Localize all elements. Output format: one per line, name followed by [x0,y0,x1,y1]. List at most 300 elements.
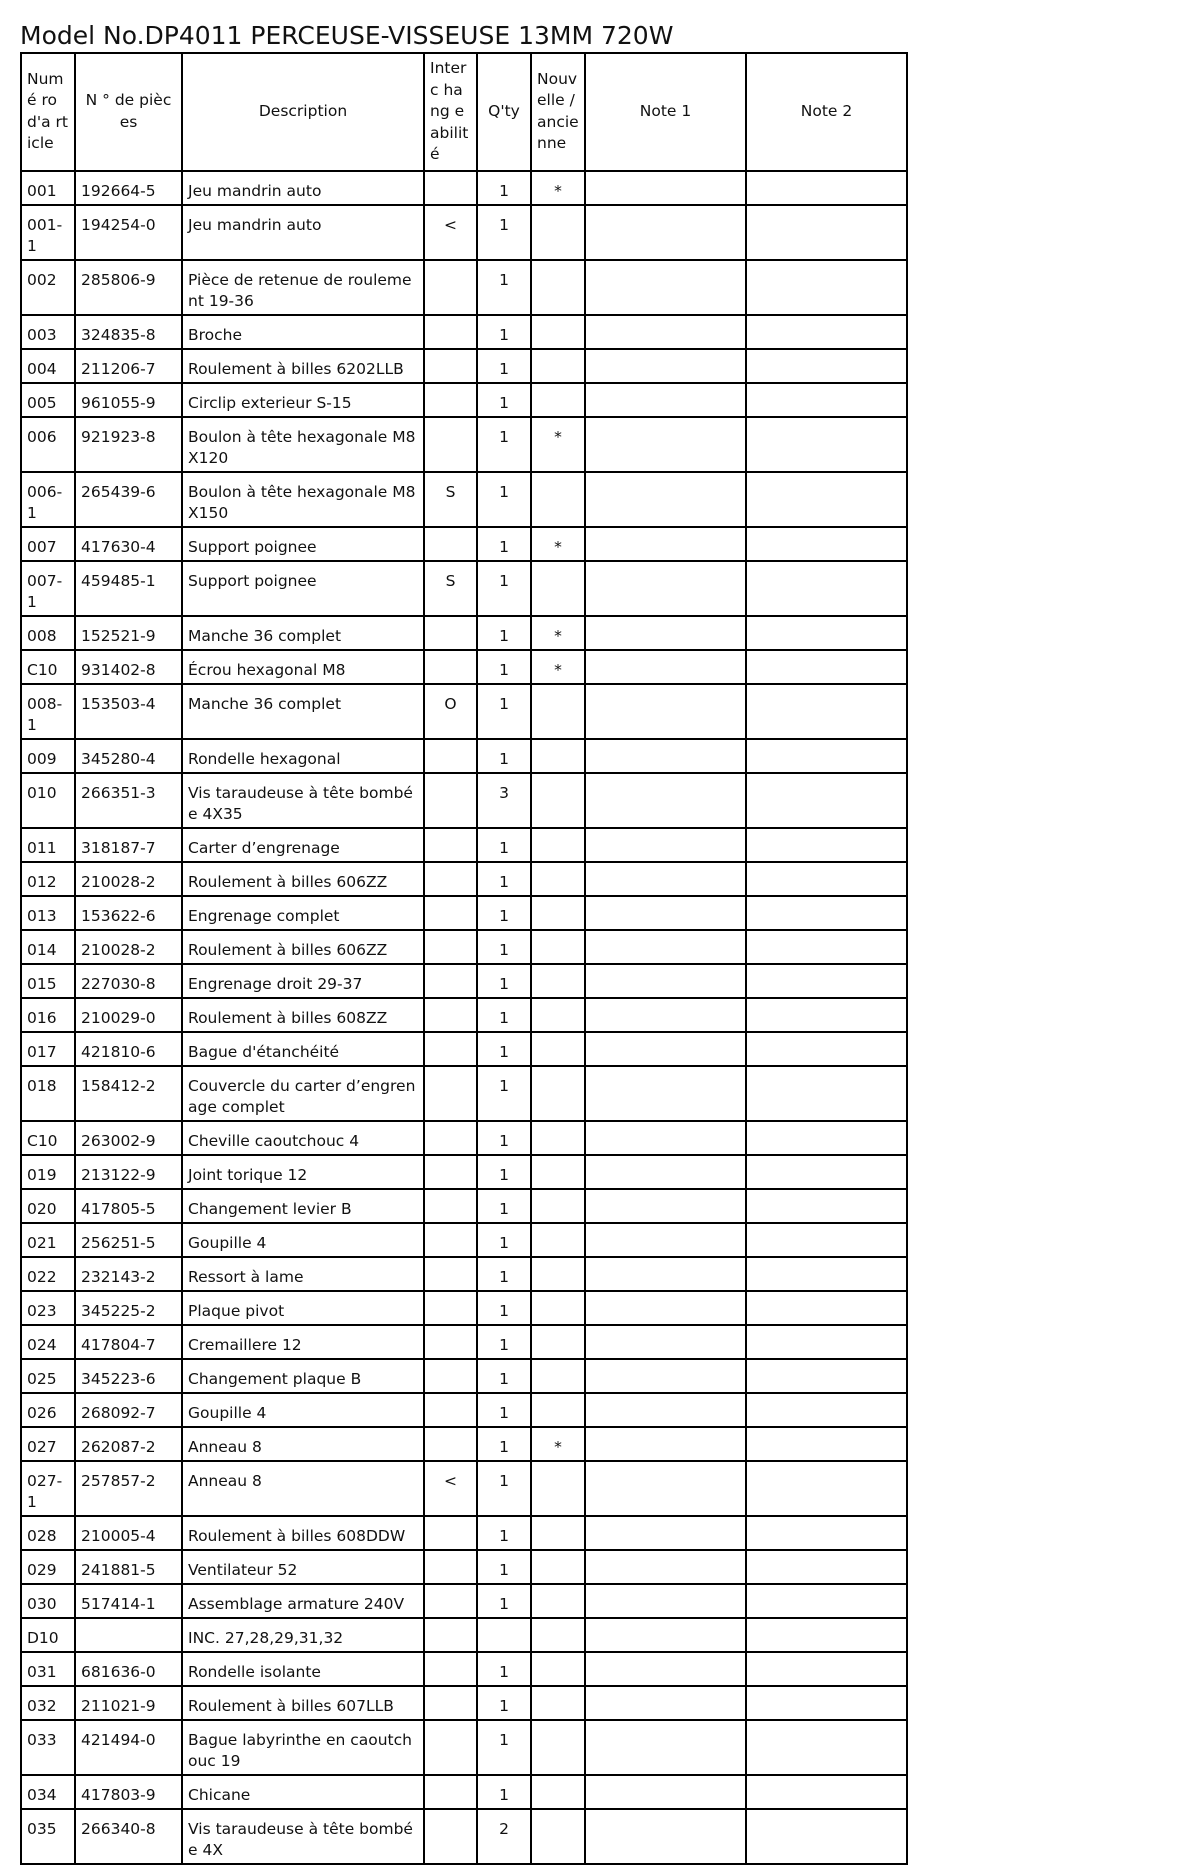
table-row [21,1325,907,1359]
part-no-cell: 266340-8 [75,1809,182,1864]
part-no-cell: 421494-0 [75,1720,182,1775]
part-no-cell: 345225-2 [75,1291,182,1325]
part-no-cell: 263002-9 [75,1121,182,1155]
description-cell: Pièce de retenue de roulement 19-36 [182,260,424,315]
note1-cell [585,828,746,862]
table-header-row [21,53,907,171]
qty-cell: 1 [477,650,531,684]
interchangeability-cell [424,1775,477,1809]
table-row [21,862,907,896]
qty-cell: 1 [477,1461,531,1516]
table-row [21,1257,907,1291]
item-no-cell: C10 [21,650,75,684]
note1-cell [585,1686,746,1720]
new-old-cell [531,383,585,417]
item-no-cell: 021 [21,1223,75,1257]
description-cell: Manche 36 complet [182,684,424,739]
description-cell: Engrenage complet [182,896,424,930]
item-no-cell: 034 [21,1775,75,1809]
note2-cell [746,964,907,998]
part-no-cell: 318187-7 [75,828,182,862]
note2-cell [746,1809,907,1864]
item-no-cell: 013 [21,896,75,930]
table-row [21,171,907,205]
note2-cell [746,1775,907,1809]
description-cell: Broche [182,315,424,349]
new-old-cell [531,315,585,349]
new-old-cell [531,260,585,315]
description-cell: INC. 27,28,29,31,32 [182,1618,424,1652]
note2-cell [746,1652,907,1686]
interchangeability-cell [424,1223,477,1257]
note2-cell [746,1720,907,1775]
note2-cell [746,1223,907,1257]
table-row [21,472,907,527]
new-old-cell [531,561,585,616]
note1-cell [585,650,746,684]
new-old-cell [531,896,585,930]
interchangeability-cell: S [424,561,477,616]
table-row [21,1032,907,1066]
note2-cell [746,417,907,472]
table-row [21,1359,907,1393]
interchangeability-cell [424,650,477,684]
col-header-note2: Note 2 [746,53,907,171]
qty-cell: 1 [477,1223,531,1257]
qty-cell: 1 [477,684,531,739]
new-old-cell: * [531,527,585,561]
interchangeability-cell [424,315,477,349]
item-no-cell: 008 [21,616,75,650]
description-cell: Changement plaque B [182,1359,424,1393]
new-old-cell [531,739,585,773]
note1-cell [585,1720,746,1775]
note1-cell [585,1032,746,1066]
table-row [21,315,907,349]
interchangeability-cell [424,964,477,998]
qty-cell: 1 [477,1686,531,1720]
note2-cell [746,1257,907,1291]
interchangeability-cell [424,1155,477,1189]
part-no-cell: 421810-6 [75,1032,182,1066]
description-cell: Écrou hexagonal M8 [182,650,424,684]
table-row [21,684,907,739]
new-old-cell [531,1066,585,1121]
note1-cell [585,349,746,383]
qty-cell: 1 [477,964,531,998]
item-no-cell: 027-1 [21,1461,75,1516]
item-no-cell: 029 [21,1550,75,1584]
note1-cell [585,315,746,349]
note1-cell [585,1325,746,1359]
qty-cell: 1 [477,1291,531,1325]
note2-cell [746,1461,907,1516]
part-no-cell: 210028-2 [75,930,182,964]
part-no-cell: 517414-1 [75,1584,182,1618]
note1-cell [585,896,746,930]
qty-cell: 1 [477,527,531,561]
part-no-cell: 211206-7 [75,349,182,383]
note1-cell [585,684,746,739]
item-no-cell: 010 [21,773,75,828]
item-no-cell: 020 [21,1189,75,1223]
interchangeability-cell: < [424,205,477,260]
table-row [21,773,907,828]
item-no-cell: 005 [21,383,75,417]
item-no-cell: 012 [21,862,75,896]
description-cell: Roulement à billes 607LLB [182,1686,424,1720]
note2-cell [746,527,907,561]
note1-cell [585,171,746,205]
interchangeability-cell [424,1686,477,1720]
note2-cell [746,260,907,315]
interchangeability-cell: O [424,684,477,739]
new-old-cell: * [531,616,585,650]
description-cell: Bague labyrinthe en caoutchouc 19 [182,1720,424,1775]
new-old-cell [531,1291,585,1325]
table-row [21,1291,907,1325]
interchangeability-cell [424,349,477,383]
item-no-cell: 007 [21,527,75,561]
new-old-cell: * [531,650,585,684]
interchangeability-cell [424,383,477,417]
new-old-cell [531,1155,585,1189]
table-row [21,1686,907,1720]
description-cell: Chicane [182,1775,424,1809]
table-row [21,1461,907,1516]
note1-cell [585,773,746,828]
item-no-cell: 032 [21,1686,75,1720]
description-cell: Rondelle hexagonal [182,739,424,773]
note2-cell [746,1066,907,1121]
note2-cell [746,1325,907,1359]
part-no-cell: 961055-9 [75,383,182,417]
interchangeability-cell [424,1618,477,1652]
interchangeability-cell [424,1516,477,1550]
new-old-cell [531,1461,585,1516]
col-header-description: Description [182,53,424,171]
item-no-cell: 006 [21,417,75,472]
part-no-cell: 210005-4 [75,1516,182,1550]
description-cell: Boulon à tête hexagonale M8X120 [182,417,424,472]
part-no-cell: 266351-3 [75,773,182,828]
col-header-note1: Note 1 [585,53,746,171]
new-old-cell [531,1121,585,1155]
qty-cell: 1 [477,1359,531,1393]
new-old-cell [531,862,585,896]
qty-cell: 1 [477,1121,531,1155]
note2-cell [746,171,907,205]
part-no-cell: 681636-0 [75,1652,182,1686]
qty-cell: 1 [477,616,531,650]
item-no-cell: 014 [21,930,75,964]
part-no-cell: 417630-4 [75,527,182,561]
note1-cell [585,527,746,561]
note1-cell [585,1775,746,1809]
interchangeability-cell [424,1393,477,1427]
part-no-cell: 153503-4 [75,684,182,739]
col-header-interchangeability: Interc hang eabilit é [424,53,477,171]
interchangeability-cell [424,930,477,964]
note2-cell [746,773,907,828]
interchangeability-cell [424,1066,477,1121]
qty-cell: 1 [477,1066,531,1121]
note2-cell [746,205,907,260]
description-cell: Couvercle du carter d’engrenage complet [182,1066,424,1121]
qty-cell: 1 [477,930,531,964]
table-row [21,1550,907,1584]
qty-cell: 1 [477,561,531,616]
description-cell: Roulement à billes 606ZZ [182,862,424,896]
note2-cell [746,1618,907,1652]
new-old-cell [531,1652,585,1686]
qty-cell: 1 [477,1325,531,1359]
table-row [21,896,907,930]
interchangeability-cell [424,171,477,205]
part-no-cell: 265439-6 [75,472,182,527]
part-no-cell: 210028-2 [75,862,182,896]
interchangeability-cell [424,1584,477,1618]
table-row [21,1809,907,1864]
page-title: Model No.DP4011 PERCEUSE-VISSEUSE 13MM 720W [20,21,674,50]
new-old-cell [531,1393,585,1427]
note2-cell [746,1516,907,1550]
qty-cell: 1 [477,1720,531,1775]
qty-cell: 1 [477,417,531,472]
qty-cell: 1 [477,1427,531,1461]
item-no-cell: 008-1 [21,684,75,739]
table-row [21,561,907,616]
description-cell: Assemblage armature 240V [182,1584,424,1618]
description-cell: Support poignee [182,561,424,616]
description-cell: Ventilateur 52 [182,1550,424,1584]
interchangeability-cell [424,1121,477,1155]
note2-cell [746,383,907,417]
note1-cell [585,1618,746,1652]
item-no-cell: 031 [21,1652,75,1686]
item-no-cell: 015 [21,964,75,998]
description-cell: Engrenage droit 29-37 [182,964,424,998]
description-cell: Jeu mandrin auto [182,205,424,260]
item-no-cell: 007-1 [21,561,75,616]
note2-cell [746,1427,907,1461]
note2-cell [746,650,907,684]
new-old-cell [531,1550,585,1584]
new-old-cell [531,1223,585,1257]
table-row [21,205,907,260]
note1-cell [585,383,746,417]
new-old-cell [531,930,585,964]
interchangeability-cell [424,1652,477,1686]
item-no-cell: 022 [21,1257,75,1291]
part-no-cell: 921923-8 [75,417,182,472]
table-row [21,1121,907,1155]
note2-cell [746,896,907,930]
note2-cell [746,1393,907,1427]
note2-cell [746,561,907,616]
new-old-cell [531,1618,585,1652]
table-row [21,650,907,684]
description-cell: Circlip exterieur S-15 [182,383,424,417]
part-no-cell: 213122-9 [75,1155,182,1189]
part-no-cell: 256251-5 [75,1223,182,1257]
interchangeability-cell [424,1257,477,1291]
qty-cell: 1 [477,1775,531,1809]
description-cell: Jeu mandrin auto [182,171,424,205]
parts-table [20,52,908,1865]
note2-cell [746,1121,907,1155]
description-cell: Plaque pivot [182,1291,424,1325]
note1-cell [585,1427,746,1461]
table-row [21,1618,907,1652]
part-no-cell: 152521-9 [75,616,182,650]
table-row [21,260,907,315]
qty-cell: 1 [477,1550,531,1584]
table-row [21,964,907,998]
note2-cell [746,930,907,964]
note2-cell [746,862,907,896]
note1-cell [585,260,746,315]
part-no-cell: 417804-7 [75,1325,182,1359]
qty-cell: 1 [477,828,531,862]
new-old-cell [531,1809,585,1864]
new-old-cell [531,828,585,862]
note1-cell [585,1257,746,1291]
qty-cell: 1 [477,472,531,527]
part-no-cell: 211021-9 [75,1686,182,1720]
note2-cell [746,472,907,527]
description-cell: Bague d'étanchéité [182,1032,424,1066]
interchangeability-cell: S [424,472,477,527]
qty-cell: 1 [477,998,531,1032]
new-old-cell [531,205,585,260]
part-no-cell: 192664-5 [75,171,182,205]
note2-cell [746,1584,907,1618]
table-row [21,417,907,472]
table-row [21,1155,907,1189]
qty-cell: 1 [477,862,531,896]
interchangeability-cell [424,896,477,930]
interchangeability-cell [424,1359,477,1393]
interchangeability-cell [424,1291,477,1325]
item-no-cell: 001-1 [21,205,75,260]
table-row [21,383,907,417]
part-no-cell: 417803-9 [75,1775,182,1809]
table-row [21,739,907,773]
note2-cell [746,349,907,383]
part-no-cell: 158412-2 [75,1066,182,1121]
new-old-cell [531,1257,585,1291]
description-cell: Goupille 4 [182,1393,424,1427]
new-old-cell [531,964,585,998]
item-no-cell: 033 [21,1720,75,1775]
new-old-cell [531,998,585,1032]
qty-cell: 1 [477,1257,531,1291]
item-no-cell: 011 [21,828,75,862]
table-row [21,1775,907,1809]
note1-cell [585,1461,746,1516]
table-row [21,998,907,1032]
item-no-cell: D10 [21,1618,75,1652]
item-no-cell: 023 [21,1291,75,1325]
part-no-cell: 210029-0 [75,998,182,1032]
interchangeability-cell [424,828,477,862]
new-old-cell [531,1516,585,1550]
note1-cell [585,930,746,964]
note2-cell [746,1291,907,1325]
note2-cell [746,1032,907,1066]
qty-cell: 1 [477,260,531,315]
part-no-cell: 285806-9 [75,260,182,315]
new-old-cell: * [531,171,585,205]
note2-cell [746,1155,907,1189]
item-no-cell: 019 [21,1155,75,1189]
table-row [21,1584,907,1618]
part-no-cell: 931402-8 [75,650,182,684]
note2-cell [746,739,907,773]
table-row [21,1393,907,1427]
note1-cell [585,1291,746,1325]
note1-cell [585,472,746,527]
item-no-cell: 006-1 [21,472,75,527]
description-cell: Goupille 4 [182,1223,424,1257]
item-no-cell: 001 [21,171,75,205]
note1-cell [585,1066,746,1121]
part-no-cell: 194254-0 [75,205,182,260]
table-row [21,930,907,964]
part-no-cell [75,1618,182,1652]
note1-cell [585,998,746,1032]
new-old-cell [531,1584,585,1618]
table-row [21,1652,907,1686]
part-no-cell: 257857-2 [75,1461,182,1516]
note2-cell [746,1189,907,1223]
interchangeability-cell [424,260,477,315]
interchangeability-cell [424,1325,477,1359]
item-no-cell: 003 [21,315,75,349]
table-row [21,527,907,561]
qty-cell: 2 [477,1809,531,1864]
item-no-cell: 027 [21,1427,75,1461]
item-no-cell: 028 [21,1516,75,1550]
note1-cell [585,1223,746,1257]
note2-cell [746,616,907,650]
note1-cell [585,1155,746,1189]
interchangeability-cell [424,616,477,650]
description-cell: Vis taraudeuse à tête bombée 4X [182,1809,424,1864]
note2-cell [746,998,907,1032]
item-no-cell: 004 [21,349,75,383]
note1-cell [585,1584,746,1618]
col-header-part-no: N ° de pièces [75,53,182,171]
item-no-cell: 024 [21,1325,75,1359]
qty-cell: 1 [477,739,531,773]
item-no-cell: 026 [21,1393,75,1427]
description-cell: Support poignee [182,527,424,561]
new-old-cell [531,1189,585,1223]
table-row [21,1516,907,1550]
qty-cell: 3 [477,773,531,828]
note1-cell [585,616,746,650]
interchangeability-cell [424,773,477,828]
col-header-new-old: Nouv elle / ancie nne [531,53,585,171]
interchangeability-cell [424,739,477,773]
note1-cell [585,417,746,472]
description-cell: Boulon à tête hexagonale M8X150 [182,472,424,527]
note2-cell [746,1686,907,1720]
description-cell: Cremaillere 12 [182,1325,424,1359]
new-old-cell [531,1686,585,1720]
